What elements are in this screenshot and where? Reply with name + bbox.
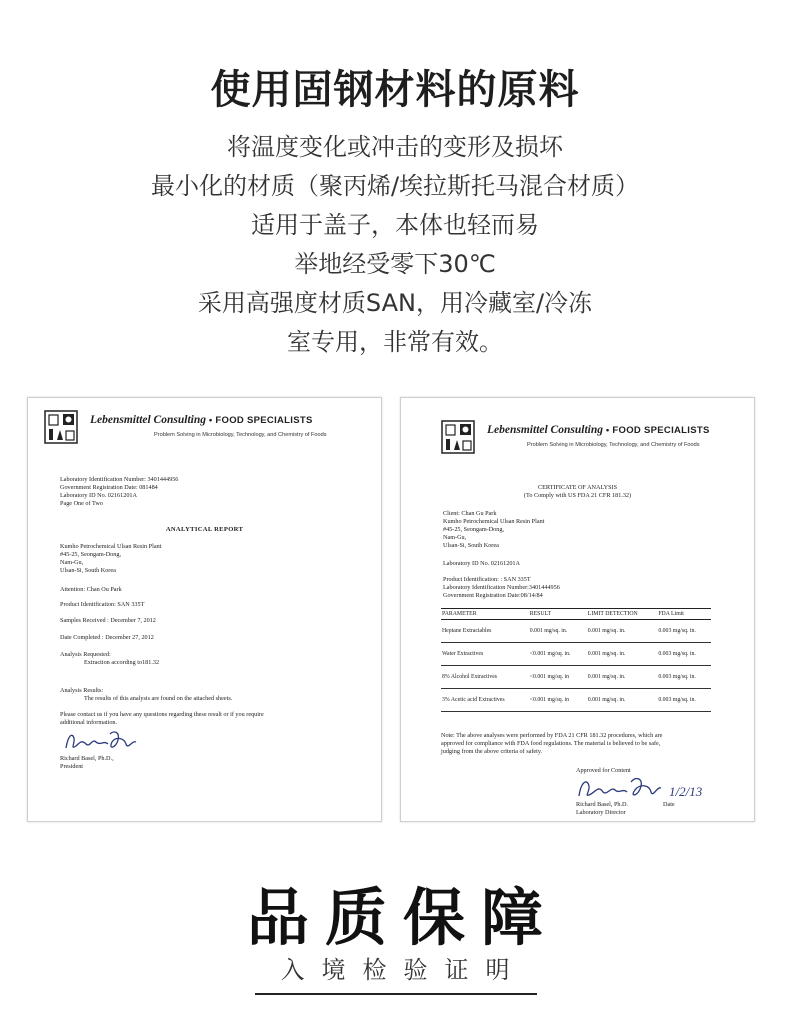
client-line: Kumho Petrochemical Ulsan Resin Plant [443, 518, 545, 525]
client-line: Ulsan-Si, South Korea [60, 567, 116, 574]
report-results-label: Analysis Results: [60, 687, 104, 694]
report-client-block [60, 543, 161, 575]
letterhead-tagline: Problem Solving in Microbiology, Technology, and Chemistry of Foods [527, 442, 700, 448]
food-specialists-label: • FOOD SPECIALISTS [605, 425, 710, 436]
table-cell: 0.001 mg/sq. in. [587, 620, 658, 643]
analytical-report-document [27, 397, 382, 822]
results-table [441, 608, 711, 712]
certificate-heading [401, 484, 754, 500]
report-id-line: Government Registration Date: 081484 [60, 484, 158, 491]
intro-line: 最小化的材质（聚丙烯/埃拉斯托马混合材质） [150, 172, 640, 200]
intro-line: 适用于盖子，本体也轻而易 [251, 211, 539, 239]
letterhead-tagline: Problem Solving in Microbiology, Technology, and Chemistry of Foods [154, 432, 327, 438]
client-line: Nam-Gu, [60, 559, 84, 566]
client-line: #45-25, Seongam-Dong, [60, 551, 122, 558]
certificate-title: CERTIFICATE OF ANALYSIS [537, 484, 618, 491]
intro-line: 室专用，非常有效。 [287, 328, 503, 356]
table-cell: <0.001 mg/sq. in [529, 689, 587, 712]
client-line: #45-25, Seongam-Dong, [443, 526, 505, 533]
client-line: Kumho Petrochemical Ulsan Resin Plant [60, 543, 162, 550]
product-line: Laboratory Identification Number:3401444956 [443, 584, 560, 591]
report-completed: Date Completed : December 27, 2012 [60, 634, 154, 641]
report-received: Samples Received : December 7, 2012 [60, 617, 156, 624]
letterhead [44, 410, 369, 450]
report-product: Product Identification: SAN 335T [60, 601, 145, 608]
certificate-signer: Richard Basel, Ph.D. Laboratory Director [576, 801, 629, 816]
table-header-row [441, 609, 711, 620]
table-row [441, 666, 711, 689]
signature-date: 1/2/13 [669, 784, 703, 799]
table-cell: 0.003 mg/sq. in. [657, 666, 711, 689]
page-title: 使用固钢材料的原料 [210, 67, 580, 113]
table-cell: Heptane Extractables [441, 620, 529, 643]
quality-heading: 品质保障 [246, 881, 559, 954]
product-line: Product Identification: : SAN 335T [443, 576, 531, 583]
client-line: Ulsan-Si, South Korea [443, 542, 499, 549]
column-header: PARAMETER [441, 609, 529, 620]
lab-logo-icon [44, 410, 78, 444]
intro-text [0, 128, 790, 362]
certificate-of-analysis-document [400, 397, 755, 822]
report-id-line: Page One of Two [60, 500, 103, 507]
client-line: Client: Chan Gu Park [443, 510, 497, 517]
table-cell: 8% Alcohol Extractives [441, 666, 529, 689]
table-cell: 0.001 mg/sq. in. [529, 620, 587, 643]
divider [255, 993, 537, 995]
company-name: Lebensmittel Consulting • FOOD SPECIALISTS [487, 424, 710, 436]
report-heading: ANALYTICAL REPORT [165, 526, 244, 533]
table-cell: <0.001 mg/sq. in [529, 666, 587, 689]
food-specialists-label: • FOOD SPECIALISTS [208, 415, 313, 426]
signature-icon [62, 728, 142, 756]
table-row [441, 620, 711, 643]
inspection-subheading: 入境检验证明 [280, 956, 527, 984]
intro-line: 采用高强度材质SAN，用冷藏室/冷冻 [197, 289, 593, 317]
report-contact: Please contact us if you have any questions regarding these result or if you require additional information. [60, 711, 264, 726]
certificate-note: Note: The above analyses were performed by FDA 21 CFR 181.32 procedures, which are approved for compliance with FDA food regulations. The material is believed to be safe, judging from the above criteria of safety. [441, 732, 663, 755]
report-attention: Attention: Chan Ou Park [60, 586, 122, 593]
report-id-line: Laboratory ID No. 02161201A [60, 492, 137, 499]
table-row [441, 643, 711, 666]
certificate-lab-id: Laboratory ID No. 02161201A [443, 560, 520, 567]
table-row [441, 689, 711, 712]
company-name: Lebensmittel Consulting • FOOD SPECIALISTS [90, 414, 313, 426]
intro-line: 举地经受零下30℃ [294, 250, 496, 278]
table-cell: 0.003 mg/sq. in. [657, 689, 711, 712]
report-id-block [60, 476, 178, 508]
report-requested-label: Analysis Requested: [60, 651, 111, 658]
product-line: Government Registration Date:08/14/84 [443, 592, 543, 599]
table-cell: 0.003 mg/sq. in. [657, 643, 711, 666]
table-cell: 0.001 mg/sq. in. [587, 643, 658, 666]
column-header: LIMIT DETECTION [587, 609, 658, 620]
letterhead [441, 420, 742, 460]
report-signer: Richard Basel, Ph.D., President [60, 755, 114, 770]
certificate-product-block [443, 576, 560, 600]
table-cell: 0.003 mg/sq. in. [657, 620, 711, 643]
table-cell: <0.001 mg/sq. in. [529, 643, 587, 666]
lab-logo-icon [441, 420, 475, 454]
report-id-line: Laboratory Identification Number: 3401444956 [60, 476, 179, 483]
report-requested-value: Extraction according to181.32 [84, 659, 160, 666]
column-header: RESULT [529, 609, 587, 620]
certificate-subtitle: (To Comply with US FDA 21 CFR 181.32) [523, 492, 632, 499]
column-header: FDA Limit [657, 609, 711, 620]
table-cell: 3% Acetic acid Extractives [441, 689, 529, 712]
approved-label: Approved for Content [576, 767, 631, 774]
report-results-value: The results of this analysis are found on the attached sheets. [84, 695, 233, 702]
client-line: Nam-Gu, [443, 534, 467, 541]
table-cell: 0.001 mg/sq. in. [587, 666, 658, 689]
intro-line: 将温度变化或冲击的变形及损坏 [227, 133, 563, 161]
table-cell: Water Extractives [441, 643, 529, 666]
certificate-client-block [443, 510, 544, 550]
date-label: Date [663, 801, 675, 808]
table-cell: 0.001 mg/sq. in. [587, 689, 658, 712]
